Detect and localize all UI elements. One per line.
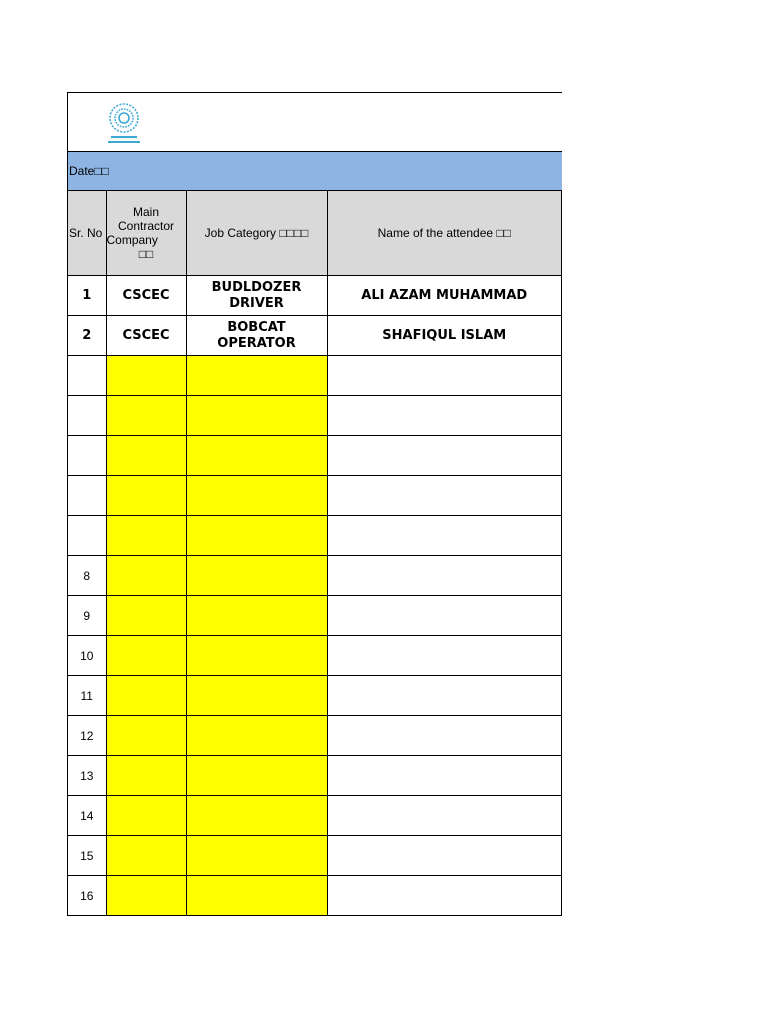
cell-job-category[interactable] xyxy=(186,476,327,516)
cell-company[interactable]: CSCEC xyxy=(106,276,186,316)
cell-sr-no[interactable] xyxy=(68,476,106,516)
header-company-line3: Company xyxy=(106,233,158,247)
cell-sr-no[interactable]: 10 xyxy=(68,636,106,676)
cell-company[interactable] xyxy=(106,476,186,516)
cell-company[interactable] xyxy=(106,716,186,756)
cell-job-category[interactable] xyxy=(186,716,327,756)
table-row xyxy=(68,676,562,716)
cell-job-category[interactable] xyxy=(186,516,327,556)
cell-company[interactable] xyxy=(106,876,186,916)
header-sr-no: Sr. No xyxy=(68,191,106,276)
cell-sr-no[interactable] xyxy=(68,436,106,476)
cell-attendee-name[interactable] xyxy=(327,636,562,676)
date-label: Date□□ xyxy=(69,164,109,178)
table-row xyxy=(68,556,562,596)
cell-sr-no[interactable]: 15 xyxy=(68,836,106,876)
cell-attendee-name[interactable] xyxy=(327,396,562,436)
cell-job-category[interactable] xyxy=(186,676,327,716)
table-row xyxy=(68,276,562,316)
logo-row xyxy=(68,93,562,151)
cell-job-category[interactable] xyxy=(186,876,327,916)
table-row xyxy=(68,796,562,836)
cell-company[interactable] xyxy=(106,556,186,596)
table-header-row xyxy=(68,191,562,276)
cell-job-category[interactable]: BUDLDOZER DRIVER xyxy=(186,276,327,316)
cell-attendee-name[interactable] xyxy=(327,516,562,556)
cell-attendee-name[interactable]: SHAFIQUL ISLAM xyxy=(327,316,562,356)
cell-job-category[interactable] xyxy=(186,356,327,396)
header-company-line4: □□ xyxy=(138,247,154,261)
cell-attendee-name[interactable] xyxy=(327,796,562,836)
table-row xyxy=(68,756,562,796)
cell-company[interactable]: CSCEC xyxy=(106,316,186,356)
cell-sr-no[interactable] xyxy=(68,356,106,396)
cell-job-category[interactable] xyxy=(186,636,327,676)
cell-sr-no[interactable]: 14 xyxy=(68,796,106,836)
cell-company[interactable] xyxy=(106,796,186,836)
table-row xyxy=(68,636,562,676)
cell-attendee-name[interactable] xyxy=(327,836,562,876)
cell-sr-no[interactable]: 2 xyxy=(68,316,106,356)
cell-job-category[interactable] xyxy=(186,556,327,596)
company-logo xyxy=(105,101,143,147)
cell-company[interactable] xyxy=(106,356,186,396)
table-row xyxy=(68,316,562,356)
cell-sr-no[interactable]: 16 xyxy=(68,876,106,916)
cell-attendee-name[interactable] xyxy=(327,676,562,716)
table-row xyxy=(68,716,562,756)
table-row xyxy=(68,596,562,636)
cell-sr-no[interactable] xyxy=(68,516,106,556)
header-company xyxy=(106,191,186,276)
header-attendee: Name of the attendee □□ xyxy=(327,191,562,276)
cell-company[interactable] xyxy=(106,636,186,676)
cell-company[interactable] xyxy=(106,436,186,476)
cell-attendee-name[interactable] xyxy=(327,356,562,396)
cell-job-category[interactable] xyxy=(186,796,327,836)
cell-attendee-name[interactable] xyxy=(327,876,562,916)
cell-attendee-name[interactable] xyxy=(327,476,562,516)
cell-company[interactable] xyxy=(106,596,186,636)
cell-sr-no[interactable]: 9 xyxy=(68,596,106,636)
cell-job-category[interactable] xyxy=(186,396,327,436)
header-company-line2: Contractor xyxy=(117,219,175,233)
cell-sr-no[interactable] xyxy=(68,396,106,436)
cell-job-category[interactable] xyxy=(186,836,327,876)
table-row xyxy=(68,476,562,516)
table-row xyxy=(68,876,562,916)
header-job-category: Job Category □□□□ xyxy=(186,191,327,276)
cell-company[interactable] xyxy=(106,516,186,556)
cell-sr-no[interactable]: 11 xyxy=(68,676,106,716)
cell-job-category[interactable]: BOBCAT OPERATOR xyxy=(186,316,327,356)
header-company-line1: Main xyxy=(132,205,159,219)
cell-sr-no[interactable]: 1 xyxy=(68,276,106,316)
cell-attendee-name[interactable] xyxy=(327,436,562,476)
cell-job-category[interactable] xyxy=(186,436,327,476)
table-row xyxy=(68,436,562,476)
table-row xyxy=(68,836,562,876)
table-body xyxy=(68,276,562,916)
cell-sr-no[interactable]: 12 xyxy=(68,716,106,756)
table-row xyxy=(68,516,562,556)
cell-sr-no[interactable]: 8 xyxy=(68,556,106,596)
date-bar xyxy=(68,151,562,191)
cell-job-category[interactable] xyxy=(186,756,327,796)
cell-sr-no[interactable]: 13 xyxy=(68,756,106,796)
attendance-sheet xyxy=(67,92,562,916)
cell-job-category[interactable] xyxy=(186,596,327,636)
cell-attendee-name[interactable]: ALI AZAM MUHAMMAD xyxy=(327,276,562,316)
table-row xyxy=(68,356,562,396)
cell-attendee-name[interactable] xyxy=(327,756,562,796)
cell-company[interactable] xyxy=(106,756,186,796)
cell-company[interactable] xyxy=(106,836,186,876)
cell-company[interactable] xyxy=(106,676,186,716)
cell-company[interactable] xyxy=(106,396,186,436)
attendance-table xyxy=(68,191,562,916)
cell-attendee-name[interactable] xyxy=(327,596,562,636)
cell-attendee-name[interactable] xyxy=(327,556,562,596)
table-row xyxy=(68,396,562,436)
cell-attendee-name[interactable] xyxy=(327,716,562,756)
